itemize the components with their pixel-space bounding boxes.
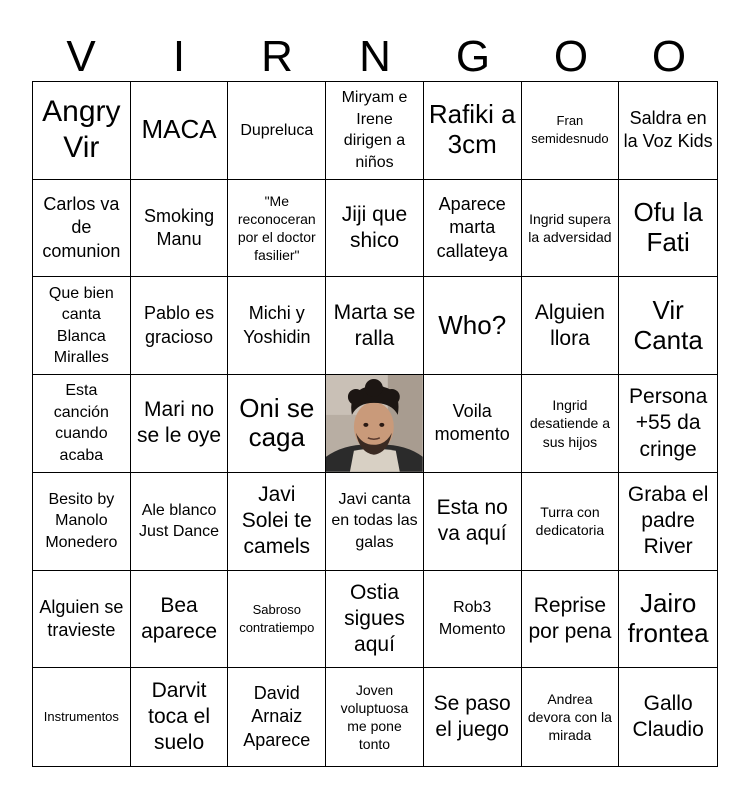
bingo-cell[interactable] [228,571,326,669]
header-letter: R [261,32,293,81]
cell-text: Esta canción cuando acaba [53,382,109,465]
bingo-cell[interactable] [326,180,424,278]
cell-text: Turra con dedicatoria [535,504,605,539]
bingo-cell[interactable] [522,668,620,766]
bingo-cell[interactable] [326,668,424,766]
bingo-cell[interactable] [228,277,326,375]
bingo-cell[interactable] [619,571,717,669]
cell-text: Darvit toca el suelo [148,678,210,755]
bingo-cell[interactable] [131,473,229,571]
cell-text: Besito by Manolo Monedero [45,490,118,551]
bingo-cell[interactable] [131,180,229,278]
bingo-cell[interactable] [424,571,522,669]
bingo-cell[interactable] [424,375,522,473]
bingo-cell[interactable] [424,473,522,571]
cell-text: Gallo Claudio [632,691,704,742]
cell-text: Vir Canta [633,294,703,355]
bingo-cell[interactable] [619,668,717,766]
bingo-cell[interactable] [619,277,717,375]
bingo-cell[interactable] [228,668,326,766]
bingo-cell[interactable] [619,473,717,571]
bingo-cell[interactable] [33,277,131,375]
bingo-grid [32,81,718,767]
bingo-cell[interactable] [228,180,326,278]
header-letter: O [553,32,589,81]
cell-text: Fran semidesnudo [531,113,609,147]
bingo-cell[interactable] [424,82,522,180]
header-letter: G [455,32,491,81]
cell-text: Ostia sigues aquí [344,580,405,657]
bingo-cell[interactable] [33,375,131,473]
cell-text: Carlos va de comunion [42,193,121,261]
cell-text: Who? [438,309,507,340]
bingo-cell[interactable] [131,571,229,669]
bingo-cell[interactable] [33,180,131,278]
bingo-cell[interactable] [131,277,229,375]
cell-text: Pablo es gracioso [144,303,215,347]
cell-text: Michi y Yoshidin [243,303,311,347]
bingo-cell[interactable] [424,277,522,375]
person-photo-icon [326,375,423,472]
free-space-photo-cell[interactable] [326,375,424,473]
cell-text: Instrumentos [43,709,119,725]
header-letter: O [651,32,687,81]
bingo-cell[interactable] [326,82,424,180]
bingo-cell[interactable] [424,180,522,278]
cell-text: Ofu la Fati [633,197,703,258]
bingo-cell[interactable] [326,473,424,571]
cell-text: Persona +55 da cringe [629,385,708,461]
cell-text: Joven voluptuosa me pone tonto [340,681,409,753]
bingo-cell[interactable] [522,82,620,180]
bingo-cell[interactable] [33,473,131,571]
cell-text: Miryam e Irene dirigen a niños [341,89,408,171]
bingo-cell[interactable] [522,571,620,669]
cell-text: Jairo frontea [627,588,709,648]
bingo-cell[interactable] [131,82,229,180]
cell-text: Sabroso contratiempo [239,601,315,635]
cell-text: Mari no se le oye [137,398,222,448]
cell-text: Bea aparece [141,593,217,643]
cell-text: Esta no va aquí [436,495,508,546]
cell-text: Alguien llora [534,300,605,350]
cell-text: Ingrid desatiende a sus hijos [529,397,611,450]
cell-text: David Arnaiz Aparece [243,683,311,750]
bingo-cell[interactable] [33,82,131,180]
bingo-cell[interactable] [33,571,131,669]
cell-text: Rafiki a 3cm [428,99,516,160]
cell-text: Que bien canta Blanca Miralles [48,284,114,367]
cell-text: Dupreluca [240,121,314,139]
cell-text: Ingrid supera la adversidad [528,210,612,246]
cell-text: Alguien se travieste [39,596,124,640]
header-letter: V [66,32,96,81]
cell-text: Jiji que shico [341,202,408,253]
cell-text: "Me reconoceran por el doctor fasilier" [237,192,316,264]
bingo-cell[interactable] [228,82,326,180]
bingo-cell[interactable] [131,375,229,473]
cell-text: Graba el padre River [627,482,709,559]
bingo-cell[interactable] [522,180,620,278]
cell-text: Voila momento [434,401,510,445]
bingo-cell[interactable] [228,375,326,473]
bingo-cell[interactable] [619,375,717,473]
bingo-cell[interactable] [326,277,424,375]
cell-text: Aparece marta callateya [436,193,508,261]
cell-text: Angry Vir [42,95,121,165]
header-letter: N [359,32,391,81]
cell-text: Se paso el juego [433,691,511,742]
bingo-cell[interactable] [228,473,326,571]
bingo-cell[interactable] [522,277,620,375]
bingo-header [32,32,718,82]
cell-text: Ale blanco Just Dance [139,501,220,541]
cell-text: Smoking Manu [144,205,215,250]
bingo-cell[interactable] [33,668,131,766]
bingo-cell[interactable] [522,473,620,571]
cell-text: MACA [141,114,217,145]
bingo-cell[interactable] [131,668,229,766]
cell-text: Javi Solei te camels [241,482,312,559]
bingo-cell[interactable] [619,180,717,278]
bingo-cell[interactable] [619,82,717,180]
cell-text: Marta se ralla [333,300,416,350]
header-letter: I [172,32,186,81]
cell-text: Oni se caga [239,392,315,453]
cell-text: Javi canta en todas las galas [331,490,418,551]
cell-text: Rob3 Momento [438,599,506,638]
bingo-cell[interactable] [326,571,424,669]
bingo-cell[interactable] [522,375,620,473]
cell-text: Andrea devora con la mirada [527,690,612,744]
cell-text: Saldra en la Voz Kids [623,107,713,152]
bingo-cell[interactable] [424,668,522,766]
cell-text: Reprise por pena [528,593,612,643]
